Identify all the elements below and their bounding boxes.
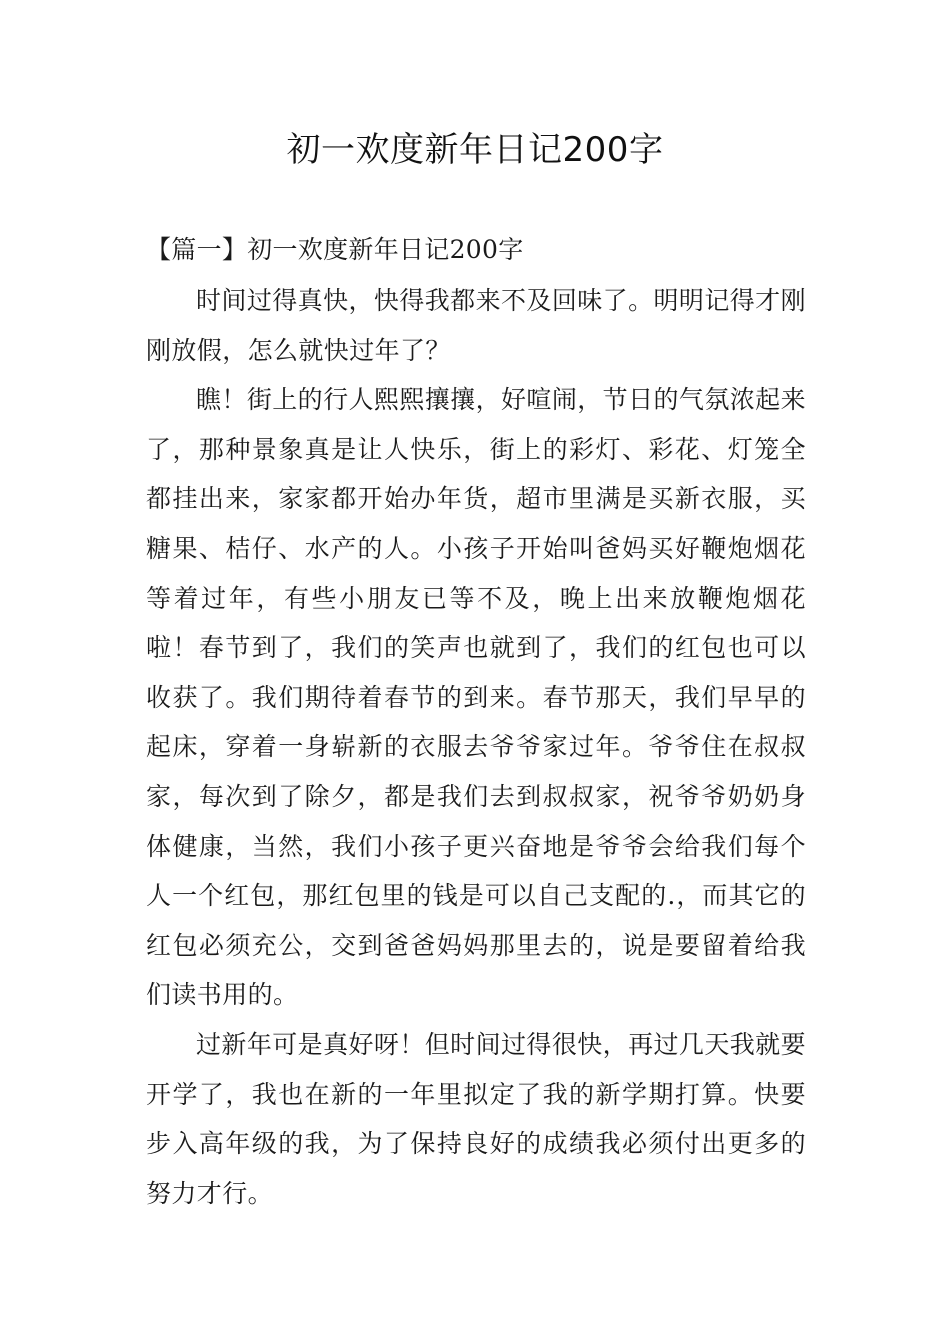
document-title: 初一欢度新年日记200字: [286, 130, 664, 170]
paragraph-2: 瞧！街上的行人熙熙攘攘，好喧闹，节日的气氛浓起来了，那种景象真是让人快乐，街上的彩灯、彩花、灯笼全都挂出来，家家都开始办年货，超市里满是买新衣服，买糖果、桔仔、水产的人。小孩子开始叫爸妈买好鞭炮烟花等着过年，有些小朋友已等不及，晚上出来放鞭炮烟花啦！春节到了，我们的笑声也就到了，我们的红包也可以收获了。我们期待着春节的到来。春节那天，我们早早的起床，穿着一身崭新的衣服去爷爷家过年。爷爷住在叔叔家，每次到了除夕，都是我们去到叔叔家，祝爷爷奶奶身体健康，当然，我们小孩子更兴奋地是爷爷会给我们每个人一个红包，那红包里的钱是可以自己支配的.，而其它的红包必须充公，交到爸爸妈妈那里去的，说是要留着给我们读书用的。: [146, 385, 806, 1010]
paragraph-1: 时间过得真快，快得我都来不及回味了。明明记得才刚刚放假，怎么就快过年了？: [146, 286, 806, 365]
document-body: [146, 224, 806, 1218]
paragraph-3: 过新年可是真好呀！但时间过得很快，再过几天我就要开学了，我也在新的一年里拟定了我的新学期打算。快要步入高年级的我，为了保持良好的成绩我必须付出更多的努力才行。: [146, 1029, 806, 1208]
section-heading: 【篇一】初一欢度新年日记200字: [146, 235, 524, 264]
